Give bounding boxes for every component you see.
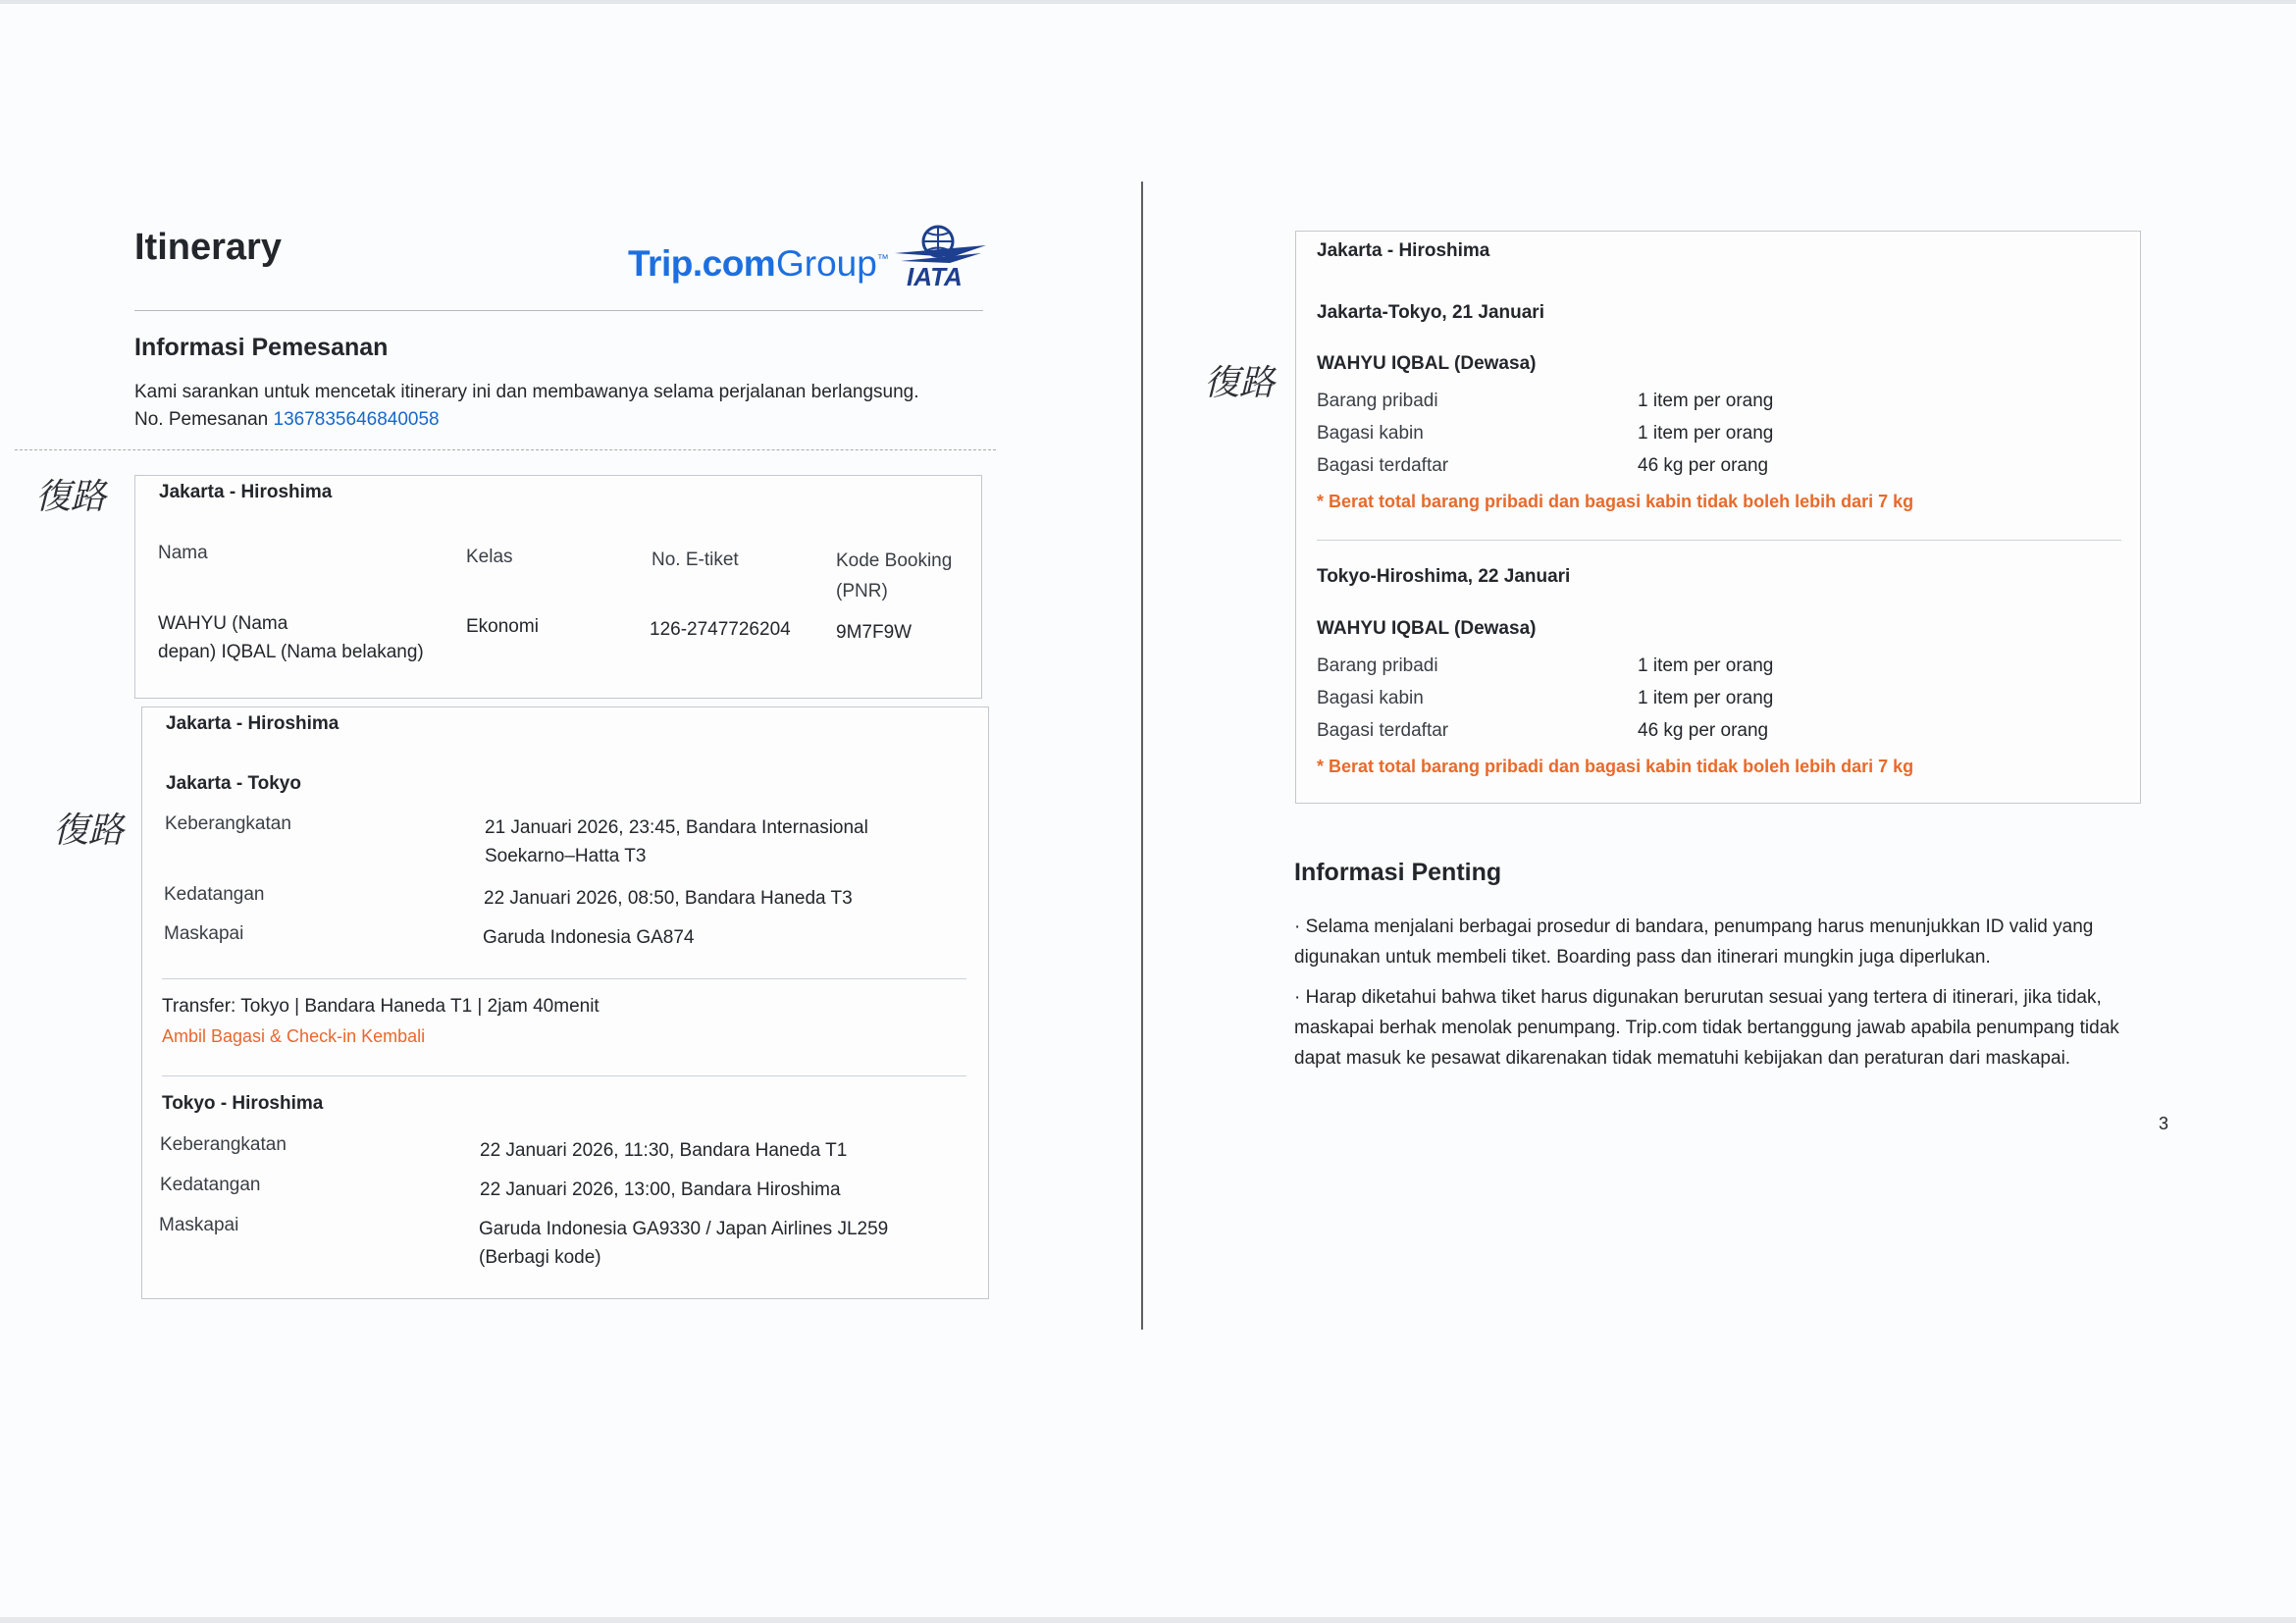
segment2-title: Tokyo - Hiroshima bbox=[162, 1093, 324, 1114]
baggage-segment1-title: Jakarta-Tokyo, 21 Januari bbox=[1317, 302, 1544, 323]
baggage-divider bbox=[1317, 540, 2121, 541]
passenger-class: Ekonomi bbox=[466, 616, 539, 637]
baggage-segment1-personal-label: Barang pribadi bbox=[1317, 391, 1438, 411]
segment2-departure: 22 Januari 2026, 11:30, Bandara Haneda T1 bbox=[480, 1140, 848, 1161]
baggage-segment2-personal: 1 item per orang bbox=[1638, 655, 1774, 676]
segment2-departure-label: Keberangkatan bbox=[160, 1134, 287, 1155]
segment1-departure-label: Keberangkatan bbox=[165, 813, 291, 834]
col-header-pnr: Kode Booking (PNR) bbox=[836, 550, 953, 602]
baggage-segment1-cabin: 1 item per orang bbox=[1638, 423, 1774, 444]
passenger-eticket: 126-2747726204 bbox=[650, 619, 791, 640]
important-info-paragraph-1: · Selama menjalani berbagai prosedur di bandara, penumpang harus menunjukkan ID valid yang digunakan untuk membeli tiket. Boarding pass dan itinerari mungkin juga diperlukan. bbox=[1294, 916, 2094, 968]
segment1-departure: 21 Januari 2026, 23:45, Bandara Internasional Soekarno–Hatta T3 bbox=[485, 817, 868, 866]
baggage-segment1-personal: 1 item per orang bbox=[1638, 391, 1774, 411]
baggage-segment2-passenger: WAHYU IQBAL (Dewasa) bbox=[1317, 618, 1537, 639]
segment2-arrival: 22 Januari 2026, 13:00, Bandara Hiroshima bbox=[480, 1179, 841, 1200]
handwritten-note: 復路 bbox=[35, 477, 107, 517]
baggage-segment1-note: * Berat total barang pribadi dan bagasi kabin tidak boleh lebih dari 7 kg bbox=[1317, 492, 1914, 511]
col-header-name: Nama bbox=[158, 543, 208, 563]
segment1-arrival-label: Kedatangan bbox=[164, 884, 265, 905]
flight-card-route: Jakarta - Hiroshima bbox=[166, 713, 339, 734]
baggage-card-route: Jakarta - Hiroshima bbox=[1317, 240, 1490, 261]
scan-edge-bottom bbox=[0, 1617, 2296, 1623]
section-divider bbox=[15, 449, 996, 451]
col-header-class: Kelas bbox=[466, 547, 513, 567]
baggage-segment2-note: * Berat total barang pribadi dan bagasi kabin tidak boleh lebih dari 7 kg bbox=[1317, 757, 1914, 776]
booking-number-link[interactable]: 1367835646840058 bbox=[273, 409, 440, 430]
segment1-airline-label: Maskapai bbox=[164, 923, 244, 944]
svg-text:IATA: IATA bbox=[907, 262, 963, 288]
page-fold-line bbox=[1141, 182, 1143, 1330]
booking-info-heading: Informasi Pemesanan bbox=[134, 334, 389, 361]
segment2-airline: Garuda Indonesia GA9330 / Japan Airlines JL259 (Berbagi kode) bbox=[479, 1219, 889, 1268]
col-header-eticket: No. E-tiket bbox=[652, 550, 739, 570]
baggage-segment1-checked-label: Bagasi terdaftar bbox=[1317, 455, 1449, 476]
baggage-segment1-cabin-label: Bagasi kabin bbox=[1317, 423, 1424, 444]
tripcom-wordmark: Trip.com bbox=[628, 243, 776, 284]
baggage-segment2-cabin: 1 item per orang bbox=[1638, 688, 1774, 708]
title-divider bbox=[134, 310, 983, 311]
baggage-card bbox=[1295, 231, 2141, 804]
important-info-heading: Informasi Penting bbox=[1294, 859, 1502, 886]
important-info-paragraph-2: · Harap diketahui bahwa tiket harus digunakan berurutan sesuai yang tertera di itinerari, jika tidak, maskapai berhak menolak penumpang. Trip.com tidak bertanggung jawab apabila penumpang tidak dapat masuk ke pesawat dikarenakan tidak mematuhi kebijakan dan peraturan dari maskapai. bbox=[1294, 987, 2119, 1069]
baggage-segment2-title: Tokyo-Hiroshima, 22 Januari bbox=[1317, 566, 1571, 587]
handwritten-note: 復路 bbox=[1204, 363, 1276, 403]
passenger-card bbox=[134, 475, 982, 699]
flight-card bbox=[141, 707, 989, 1299]
transfer-divider-top bbox=[162, 978, 966, 979]
segment1-arrival: 22 Januari 2026, 08:50, Bandara Haneda T3 bbox=[484, 888, 853, 909]
transfer-warning: Ambil Bagasi & Check-in Kembali bbox=[162, 1026, 426, 1046]
transfer-divider-bottom bbox=[162, 1075, 966, 1076]
segment1-airline: Garuda Indonesia GA874 bbox=[483, 927, 695, 948]
baggage-segment2-checked-label: Bagasi terdaftar bbox=[1317, 720, 1449, 741]
page-title: Itinerary bbox=[134, 227, 282, 268]
baggage-segment2-personal-label: Barang pribadi bbox=[1317, 655, 1438, 676]
handwritten-note: 復路 bbox=[53, 811, 125, 851]
booking-number-label: No. Pemesanan bbox=[134, 409, 269, 430]
segment2-airline-label: Maskapai bbox=[159, 1215, 239, 1235]
scan-edge-top bbox=[0, 0, 2296, 4]
group-wordmark: Group™ bbox=[776, 243, 889, 284]
baggage-segment1-checked: 46 kg per orang bbox=[1638, 455, 1769, 476]
booking-info-text: Kami sarankan untuk mencetak itinerary ini dan membawanya selama perjalanan berlangsung. bbox=[134, 382, 919, 402]
passenger-pnr: 9M7F9W bbox=[836, 622, 913, 643]
page-number: 3 bbox=[2159, 1114, 2169, 1133]
booking-number-line bbox=[134, 409, 440, 431]
passenger-name: WAHYU (Nama depan) IQBAL (Nama belakang) bbox=[158, 613, 424, 662]
transfer-info: Transfer: Tokyo | Bandara Haneda T1 | 2jam 40menit bbox=[162, 996, 600, 1017]
passenger-card-route: Jakarta - Hiroshima bbox=[159, 482, 333, 502]
baggage-segment2-cabin-label: Bagasi kabin bbox=[1317, 688, 1424, 708]
segment1-title: Jakarta - Tokyo bbox=[166, 773, 301, 794]
segment2-arrival-label: Kedatangan bbox=[160, 1175, 261, 1195]
iata-logo-icon bbox=[893, 224, 991, 288]
baggage-segment2-checked: 46 kg per orang bbox=[1638, 720, 1769, 741]
baggage-segment1-passenger: WAHYU IQBAL (Dewasa) bbox=[1317, 353, 1537, 374]
tripcom-iata-logo bbox=[628, 224, 991, 292]
